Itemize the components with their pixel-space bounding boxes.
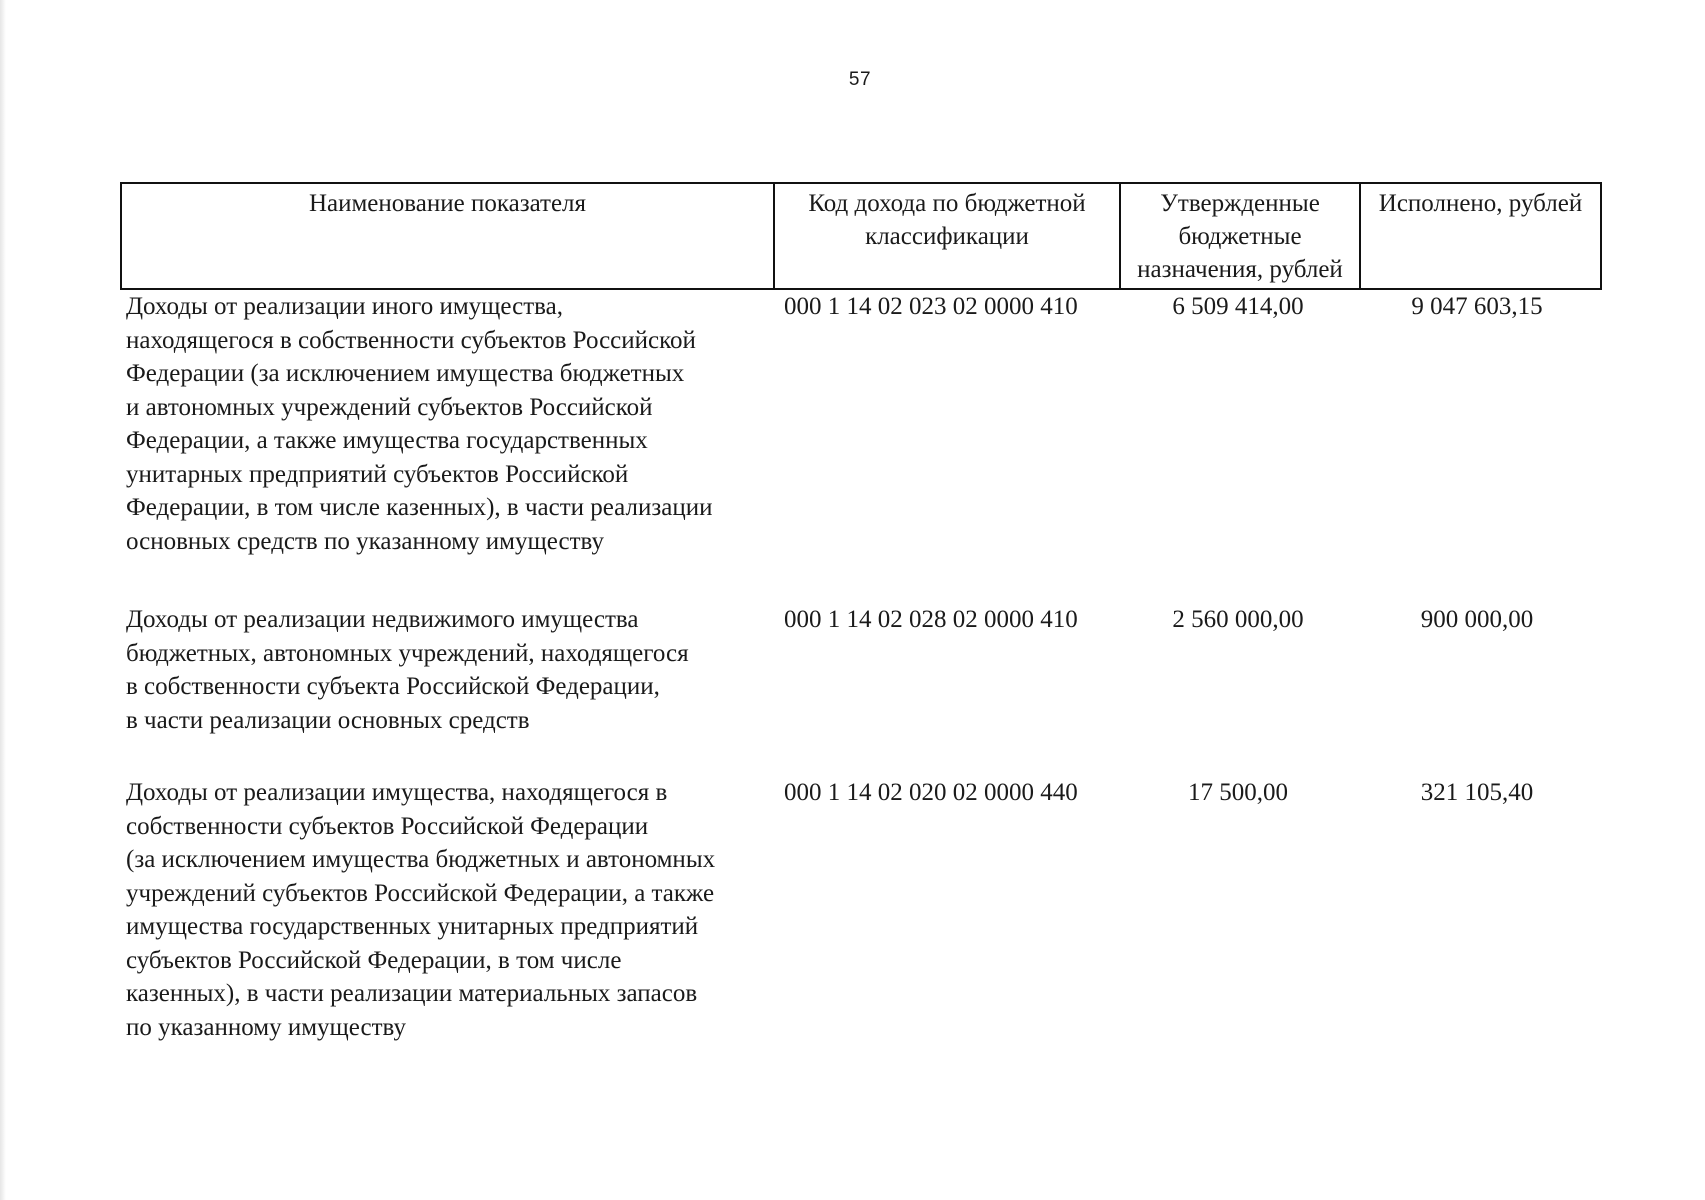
row-executed-amount: 9 047 603,15 xyxy=(1411,293,1543,320)
table-header xyxy=(120,182,1602,290)
header-executed-amount: Исполнено, рублей xyxy=(1378,190,1583,217)
header-income-code: Код дохода по бюджетной классификации xyxy=(775,184,1121,288)
row-approved-amount: 6 509 414,00 xyxy=(1172,293,1304,320)
row-indicator-name: Доходы от реализации иного имущества, находящегося в собственности субъектов Российской Федерации (за исключением имущества бюджетных и автономных учреждений субъектов Российской Федерации, а также имущества государственных унитарных предприятий субъектов Российской Федерации, в том числе казенных), в части реализации основных средств по указанному имуществу xyxy=(126,293,713,555)
row-approved-amount: 17 500,00 xyxy=(1188,779,1288,806)
row-executed-amount: 900 000,00 xyxy=(1420,606,1534,633)
scan-edge-shadow xyxy=(0,0,6,1200)
row-income-code: 000 1 14 02 028 02 0000 410 xyxy=(784,606,1078,633)
header-approved-amount: Утвержденные бюджетные назначения, рублей xyxy=(1121,184,1361,288)
row-income-code: 000 1 14 02 023 02 0000 410 xyxy=(784,293,1078,320)
row-income-code: 000 1 14 02 020 02 0000 440 xyxy=(784,779,1078,806)
row-approved-amount: 2 560 000,00 xyxy=(1172,606,1304,633)
row-indicator-name: Доходы от реализации имущества, находящегося в собственности субъектов Российской Федерации (за исключением имущества бюджетных и автономных учреждений субъектов Российской Федерации, а также имущества государственных унитарных предприятий субъектов Российской Федерации, в том числе казенных), в части реализации материальных запасов по указанному имуществу xyxy=(126,779,716,1041)
header-indicator-name: Наименование показателя xyxy=(122,184,775,288)
row-indicator-name: Доходы от реализации недвижимого имущества бюджетных, автономных учреждений, находящегося в собственности субъекта Российской Федерации, в части реализации основных средств xyxy=(126,606,689,734)
page-number: 57 xyxy=(848,69,872,90)
row-executed-amount: 321 105,40 xyxy=(1420,779,1534,806)
